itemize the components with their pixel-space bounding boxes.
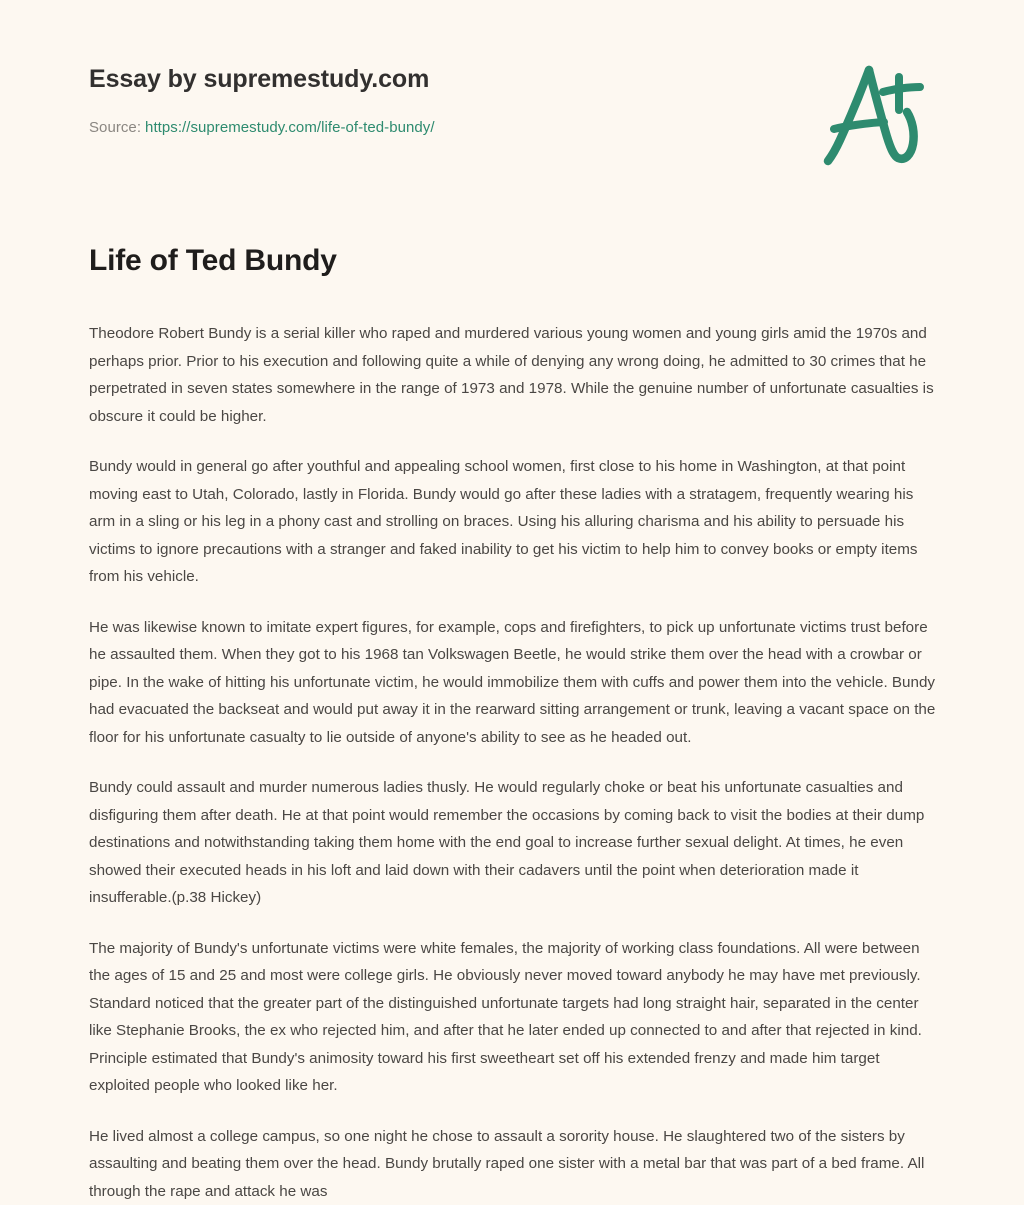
paragraph: He lived almost a college campus, so one night he chose to assault a sorority house. He slaughtered two of the sisters by assaulting and beating them over the head. Bundy brutally raped one sister with a metal bar that was part of a bed frame. All through the rape and attack he was (89, 1123, 941, 1205)
paragraph: He was likewise known to imitate expert figures, for example, cops and firefighters, to pick up unfortunate victims trust before he assaulted them. When they got to his 1968 tan Volkswagen Beetle, he would strike them over the head with a crowbar or pipe. In the wake of hitting his unfortunate victim, he would immobilize them with cuffs and power them into the vehicle. Bundy had evacuated the backseat and would put away it in the rearward sitting arrangement or trunk, leaving a vacant space on the floor for his unfortunate casualty to lie outside of anyone's ability to see as he headed out. (89, 614, 941, 752)
article-body (89, 320, 941, 1205)
source-line (89, 119, 435, 136)
source-label: Source: (89, 119, 141, 136)
page-title: Life of Ted Bundy (89, 243, 941, 279)
paragraph: Bundy could assault and murder numerous ladies thusly. He would regularly choke or beat his unfortunate casualties and disfiguring them after death. He at that point would remember the occasions by coming back to visit the bodies at their dump destinations and notwithstanding taking them home with the end goal to increase further sexual delight. At times, he even showed their executed heads in his loft and laid down with their cadavers until the point when deterioration made it insufferable.(p.38 Hickey) (89, 774, 941, 912)
article (89, 243, 941, 1205)
essay-attribution: Essay by supremestudy.com (89, 65, 429, 94)
document-header (0, 0, 1024, 200)
paragraph: Bundy would in general go after youthful and appealing school women, first close to his home in Washington, at that point moving east to Utah, Colorado, lastly in Florida. Bundy would go after these ladies with a stratagem, frequently wearing his arm in a sling or his leg in a phony cast and strolling on braces. Using his alluring charisma and his ability to persuade his victims to ignore precautions with a stranger and faked inability to get his victim to help him to convey books or empty items from his vehicle. (89, 453, 941, 591)
paragraph: Theodore Robert Bundy is a serial killer who raped and murdered various young women and young girls amid the 1970s and perhaps prior. Prior to his execution and following quite a while of denying any wrong doing, he admitted to 30 crimes that he perpetrated in seven states somewhere in the range of 1973 and 1978. While the genuine number of unfortunate casualties is obscure it could be higher. (89, 320, 941, 430)
paragraph: The majority of Bundy's unfortunate victims were white females, the majority of working class foundations. All were between the ages of 15 and 25 and most were college girls. He obviously never moved toward anybody he may have met previously. Standard noticed that the greater part of the distinguished unfortunate targets had long straight hair, separated in the center like Stephanie Brooks, the ex who rejected him, and after that he later ended up connected to and after that rejected in kind. Principle estimated that Bundy's animosity toward his first sweetheart set off his extended frenzy and made him target exploited people who looked like her. (89, 935, 941, 1100)
source-url-link[interactable]: https://supremestudy.com/life-of-ted-bundy/ (145, 119, 435, 136)
a-plus-logo-icon (812, 56, 936, 174)
